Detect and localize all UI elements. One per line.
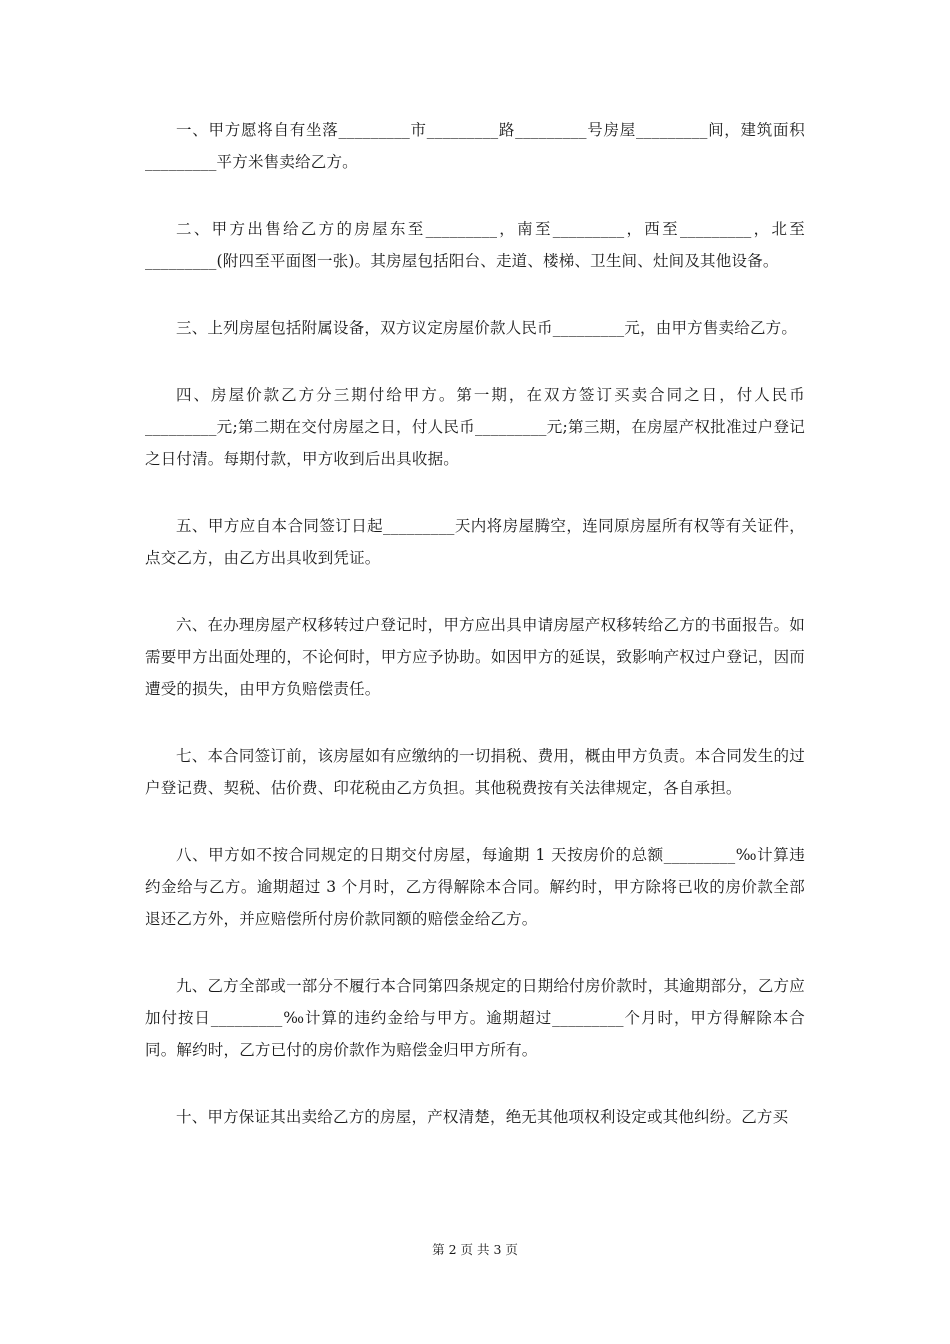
contract-body (145, 114, 805, 1168)
clause-3: 三、上列房屋包括附属设备，双方议定房屋价款人民币_________元，由甲方售卖给乙方。 (176, 319, 798, 337)
clause-5: 五、甲方应自本合同签订日起_________天内将房屋腾空，连同原房屋所有权等有关证件，点交乙方，由乙方出具收到凭证。 (145, 517, 805, 567)
clause-6: 六、在办理房屋产权移转过户登记时，甲方应出具申请房屋产权移转给乙方的书面报告。如需要甲方出面处理的，不论何时，甲方应予协助。如因甲方的延误，致影响产权过户登记，因而遭受的损失，由甲方负赔偿责任。 (145, 616, 805, 698)
clause-1: 一、甲方愿将自有坐落_________市_________路_________号房屋_________间，建筑面积_________平方米售卖给乙方。 (145, 121, 805, 171)
clause-7: 七、本合同签订前，该房屋如有应缴纳的一切捐税、费用，概由甲方负责。本合同发生的过户登记费、契税、估价费、印花税由乙方负担。其他税费按有关法律规定，各自承担。 (145, 747, 805, 797)
clause-10: 十、甲方保证其出卖给乙方的房屋，产权清楚，绝无其他项权利设定或其他纠纷。乙方买 (176, 1108, 789, 1126)
clause-8: 八、甲方如不按合同规定的日期交付房屋，每逾期 1 天按房价的总额_________‰计算违约金给与乙方。逾期超过 3 个月时，乙方得解除本合同。解约时，甲方除将已收的房价款全部退还乙方外，并应赔偿所付房价款同额的赔偿金给乙方。 (145, 846, 805, 928)
clause-4: 四、房屋价款乙方分三期付给甲方。第一期，在双方签订买卖合同之日，付人民币_________元;第二期在交付房屋之日，付人民币_________元;第三期，在房屋产权批准过户登记之日付清。每期付款，甲方收到后出具收据。 (145, 386, 805, 468)
clause-2: 二、甲方出售给乙方的房屋东至_________，南至_________，西至_________，北至_________(附四至平面图一张)。其房屋包括阳台、走道、楼梯、卫生间、灶间及其他设备。 (145, 220, 805, 270)
clause-9: 九、乙方全部或一部分不履行本合同第四条规定的日期给付房价款时，其逾期部分，乙方应加付按日_________‰计算的违约金给与甲方。逾期超过_________个月时，甲方得解除本合同。解约时，乙方已付的房价款作为赔偿金归甲方所有。 (145, 977, 805, 1059)
page-number-footer: 第 2 页 共 3 页 (432, 1242, 518, 1257)
